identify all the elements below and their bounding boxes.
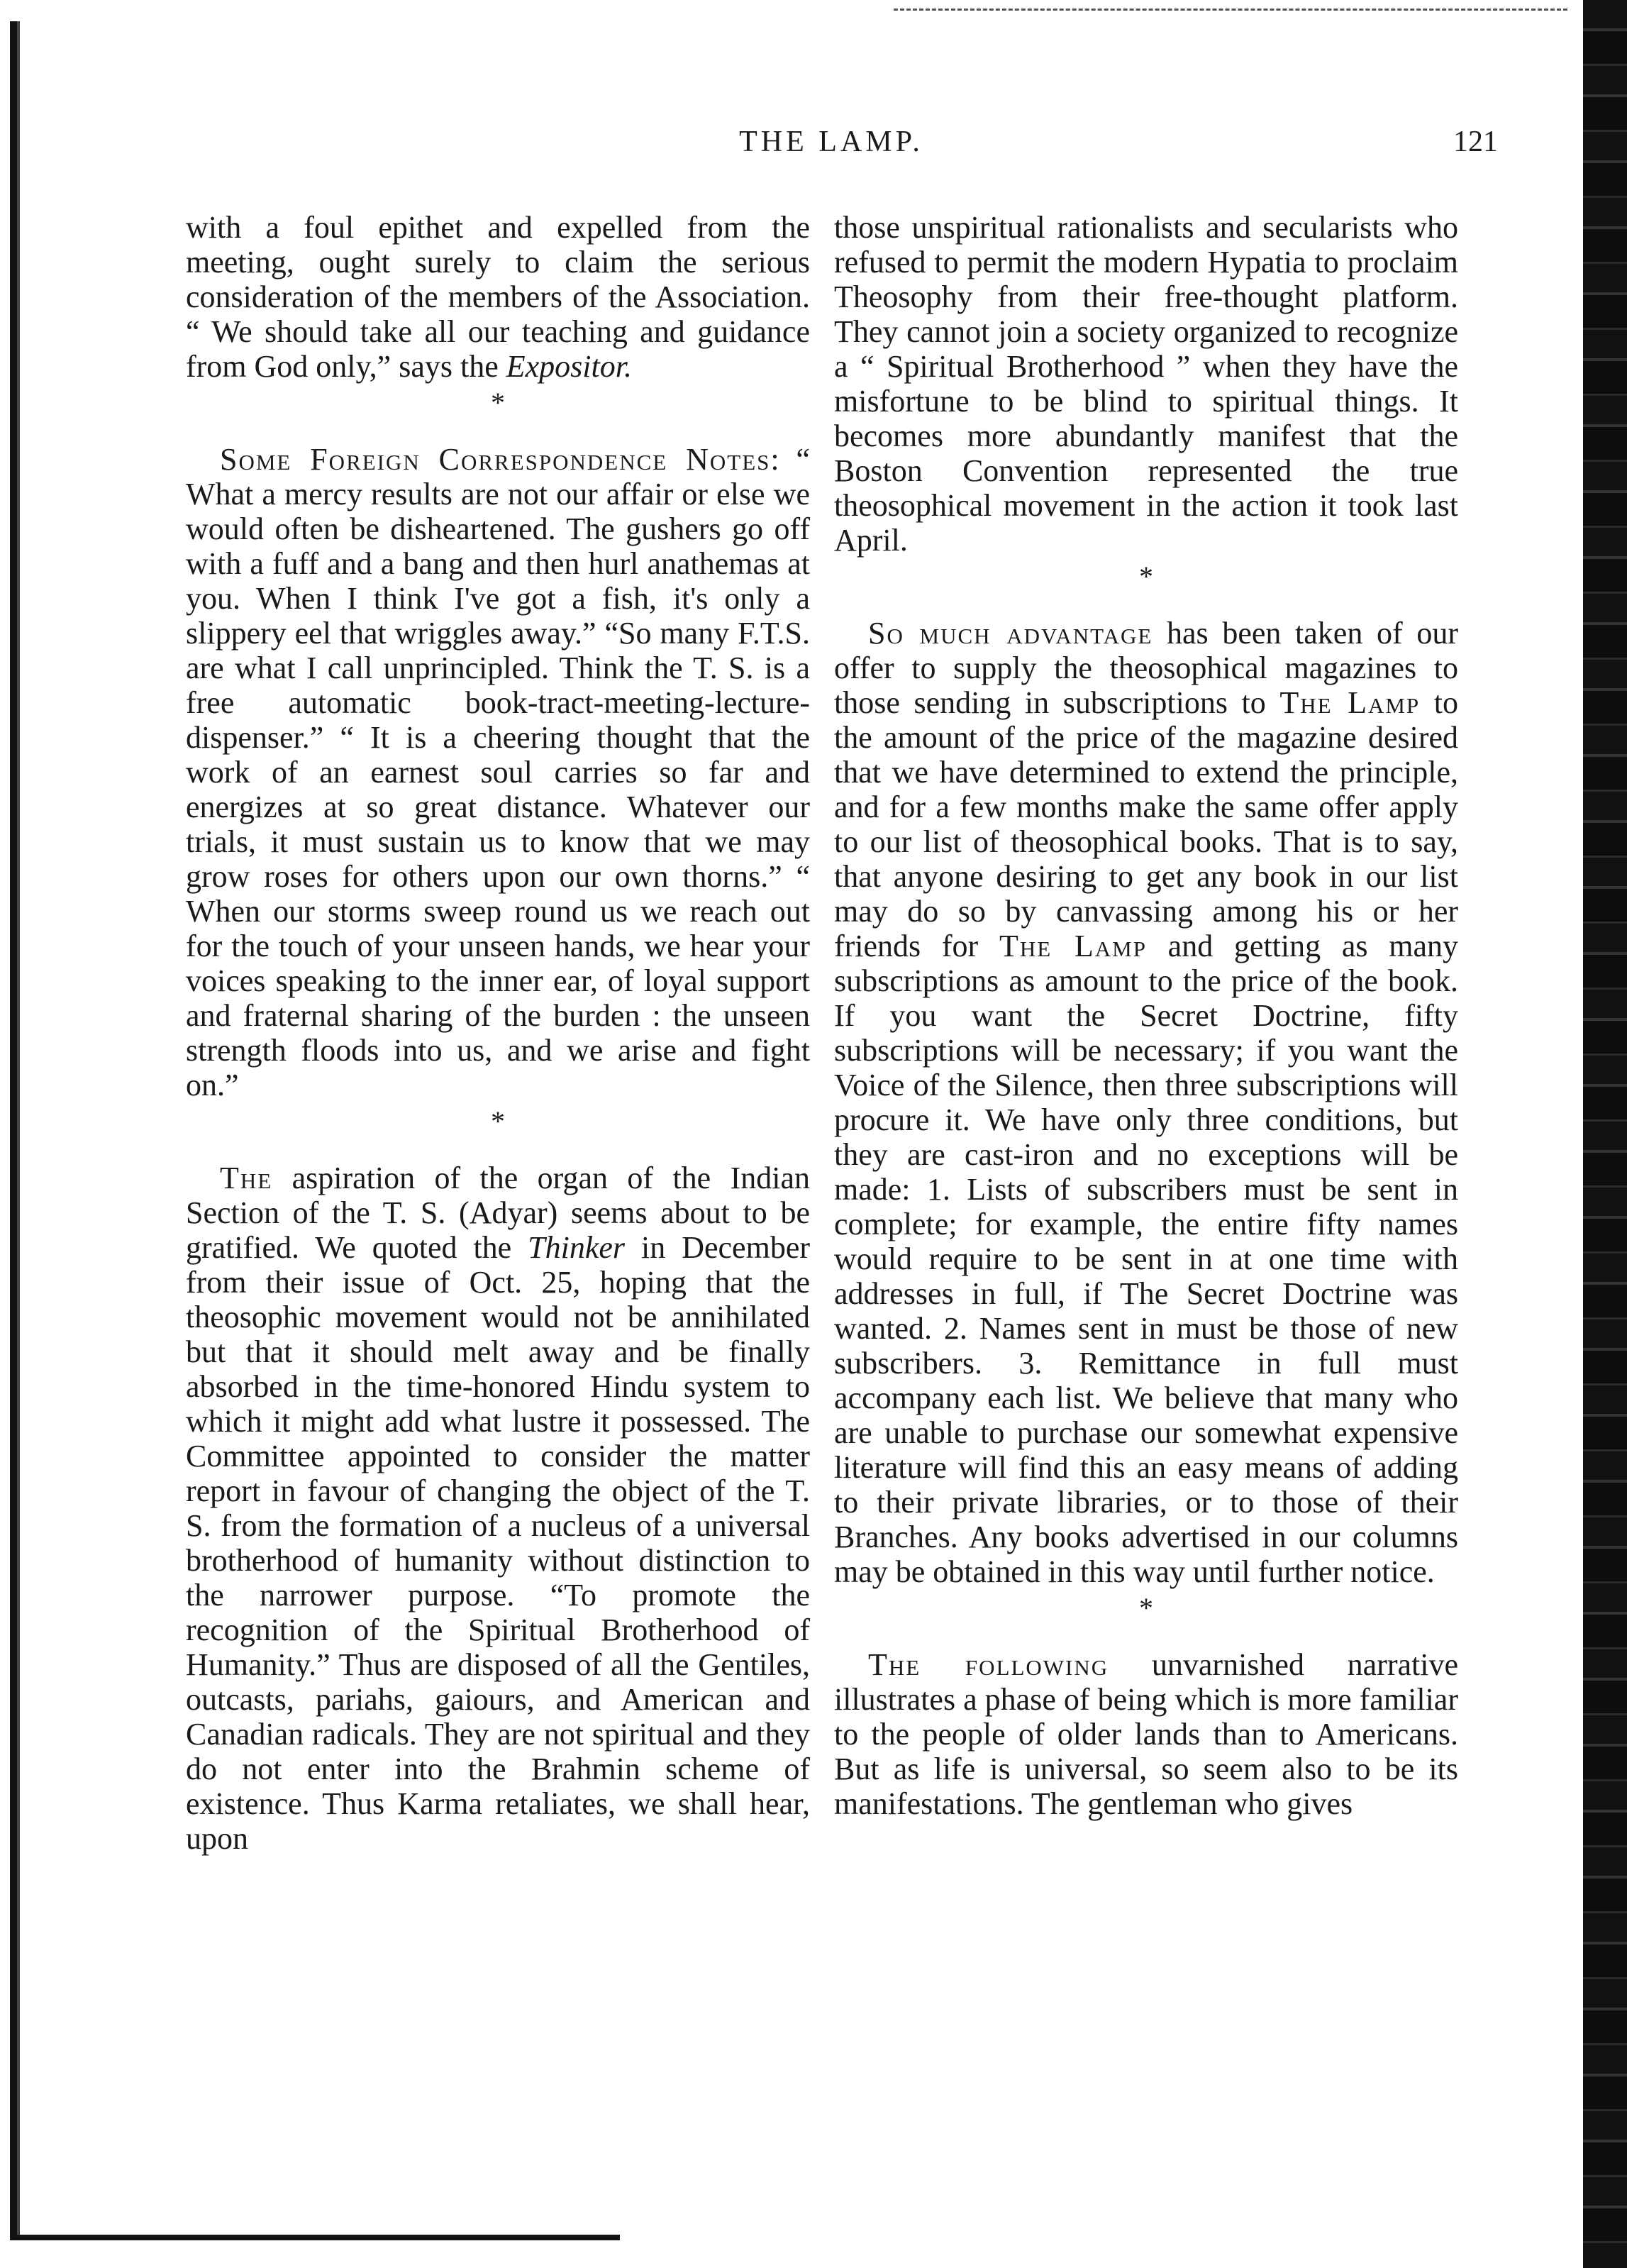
page-number: 121 [1453, 126, 1498, 158]
paragraph-text: has been taken of our offer to supply the theosophical magazines to those sending in subscriptions to [834, 616, 1458, 720]
paragraph [186, 1161, 810, 1856]
paragraph-text: those unspiritual rationalists and secularists who refused to permit the modern Hypatia to proclaim Theosophy from their free-thought platform. They cannot join a society organized to recognize a “ Spiritual Brotherhood ” when they have the misfortune to be blind to spiritual things. It becomes more abundantly manifest that the Boston Convention represented the true theosophical movement in the action it took last April. [834, 210, 1458, 558]
section-separator: * [491, 387, 505, 419]
paragraph-text: : “ What a mercy results are not our affair or else we would often be disheartened. The gushers go off with a fuff and a bang and then hurl anathemas at you. When I think I've got a fish, it's only a slippery eel that wriggles away.” “So many F.T.S. are what I call unprincipled. Think the T. S. is a free automatic book-tract-meeting-lecture-dispenser.” “ It is a cheering thought that the work of an earnest soul carries so far and energizes at so great distance. Whatever our trials, it must sustain us to know that we may grow roses for others upon our own thorns.” “ When our storms sweep round us we reach out for the touch of your unseen hands, we hear your voices speaking to the inner ear, of loyal support and fraternal sharing of the burden : the unseen strength floods into us, and we arise and fight on.” [186, 442, 810, 1102]
paragraph [834, 210, 1458, 558]
publication-title: Thinker [528, 1230, 626, 1265]
paragraph-text: with a foul epithet and expelled from the meeting, ought surely to claim the serious consideration of the members of the Association. “ We should take all our teaching and guidance from God only,” says the [186, 210, 810, 384]
scan-edge-bottom [10, 2235, 620, 2249]
section-separator: * [1139, 560, 1153, 592]
scan-edge-top [894, 9, 1567, 11]
paragraph [186, 442, 810, 1102]
scan-edge-right [1583, 0, 1627, 2268]
paragraph [834, 1647, 1458, 1821]
paragraph-text: in December from their issue of Oct. 25, hoping that the theosophic movement would not be annihilated but that it should melt away and be finally absorbed in the time-honored Hindu system to which it might add what lustre it possessed. The Committee appointed to consider the matter report in favour of changing the object of the T. S. from the formation of a nucleus of a universal brotherhood of humanity without distinction to the narrower purpose. “To promote the recognition of the Spiritual Brotherhood of Humanity.” Thus are disposed of all the Gentiles, outcasts, pariahs, gaiours, and American and Canadian radicals. They are not spiritual and they do not enter into the Brahmin scheme of existence. Thus Karma retaliates, we shall hear, upon [186, 1230, 810, 1856]
paragraph [834, 616, 1458, 1589]
publication-title: The Lamp [1279, 685, 1421, 720]
paragraph-text: unvarnished narrative illustrates a phase of being which is more familiar to the people of older lands than to Americans. But as life is universal, so seem also to be its manifestations. The gentleman who gives [834, 1647, 1458, 1821]
paragraph-lead: So much advantage [868, 616, 1153, 651]
paragraph-lead: The [220, 1161, 273, 1195]
section-separator: * [491, 1105, 505, 1137]
publication-title: Expositor. [506, 349, 632, 384]
running-head [165, 121, 1498, 163]
paragraph [186, 210, 810, 384]
paragraph-text: and getting as many subscriptions as amount to the price of the book. If you want the Secret Doctrine, fifty subscriptions will be necessary; if you want the Voice of the Silence, then three subscriptions will procure it. We have only three conditions, but they are cast-iron and no exceptions will be made: 1. Lists of subscribers must be sent in complete; for example, the entire fifty names would require to be sent in at one time with addresses in full, if The Secret Doctrine was wanted. 2. Names sent in must be those of new subscribers. 3. Remittance in full must accompany each list. We believe that many who are unable to purchase our somewhat expensive literature will find this an easy means of adding to their private libraries, or to those of their Branches. Any books advertised in our columns may be obtained in this way until further notice. [834, 929, 1458, 1589]
paragraph-lead: Some Foreign Correspondence Notes [220, 442, 771, 477]
paragraph-text: to the amount of the price of the magazine desired that we have determined to extend the principle, and for a few months make the same offer apply to our list of theosophical books. That is to say, that anyone desiring to get any book in our list may do so by canvassing among his or her friends for [834, 685, 1458, 963]
paragraph-text: aspiration of the organ of the Indian Section of the T. S. (Adyar) seems about to be gratified. We quoted the [186, 1161, 810, 1265]
left-column [186, 210, 810, 1856]
section-separator: * [1139, 1592, 1153, 1624]
scan-edge-left [10, 21, 24, 2235]
paragraph-lead: The following [868, 1647, 1109, 1682]
publication-title: The Lamp [999, 929, 1147, 963]
right-column [834, 210, 1458, 1821]
running-title: THE LAMP. [739, 126, 923, 158]
